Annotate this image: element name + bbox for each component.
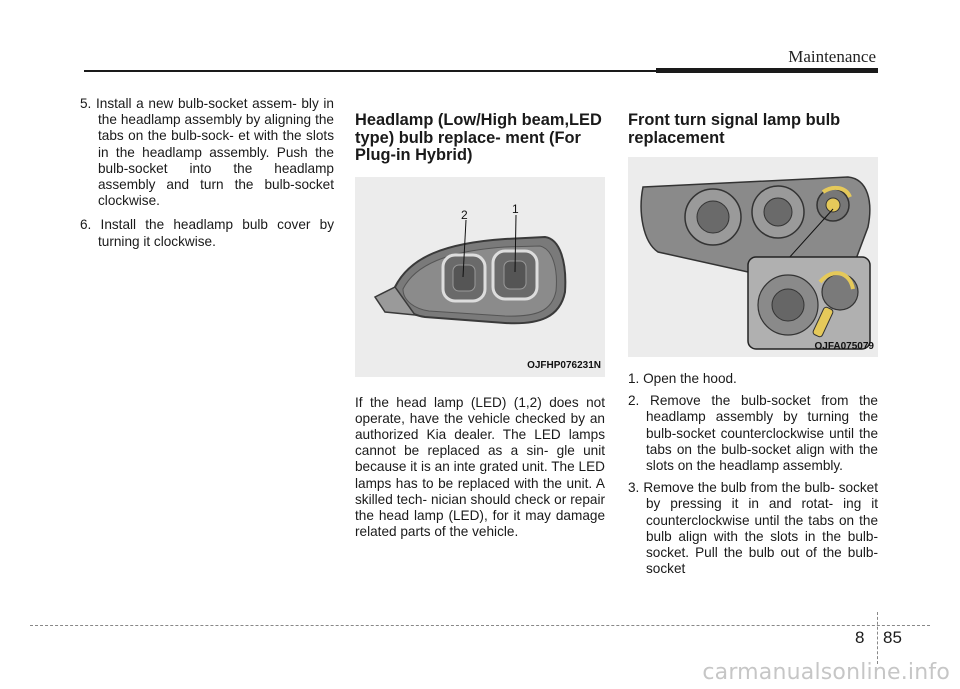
section-number: 8	[855, 628, 865, 647]
page-divider	[877, 612, 878, 664]
footer-rule	[30, 625, 930, 626]
turn-signal-steps	[628, 371, 878, 577]
turn-signal-figure	[628, 157, 878, 357]
header-rule	[84, 70, 656, 72]
turn-signal-heading: Front turn signal lamp bulb replacement	[628, 111, 841, 147]
step-5: 5. Install a new bulb-socket assem- bly in the headlamp assembly by aligning the tabs on the bulb-sock- et with the slots in the headlamp assembly. Push the bulb-socket into the headlamp assembly and turn the bulb-socket clockwise.	[80, 96, 334, 209]
led-headlamp-paragraph: If the head lamp (LED) (1,2) does not operate, have the vehicle checked by an authorized Kia dealer. The LED lamps cannot be replaced as a sin- gle unit because it is an inte grated unit. The LED lamps has to be replaced with the unit. A skilled tech- nician should check or repair the head lamp (LED), for it may damage related parts of the vehicle.	[355, 394, 605, 540]
step-3: 3. Remove the bulb from the bulb- socket by pressing it in and rotat- ing it counterclockwise until the tabs on the bulb align with the slots in the bulb-socket. Pull the bulb out of the bulb-socket	[628, 480, 878, 577]
column-middle	[355, 96, 605, 540]
led-headlamp-figure	[355, 177, 605, 377]
figure-caption: OJFA075079	[814, 340, 874, 352]
figure-caption: OJFHP076231N	[527, 360, 601, 372]
header-rule-thick	[656, 68, 878, 73]
page-number: 85	[883, 628, 902, 647]
page-header-title: Maintenance	[788, 47, 876, 66]
led-headlamp-illustration	[355, 177, 605, 377]
step-2: 2. Remove the bulb-socket from the headlamp assembly by turning the bulb-socket counterclockwise until the tabs on the bulb-socket align with the slots on the headlamp assembly.	[628, 393, 878, 474]
led-headlamp-heading: Headlamp (Low/High beam,LED type) bulb replace- ment (For Plug-in Hybrid)	[355, 111, 602, 164]
turn-signal-illustration	[628, 157, 878, 357]
column-left	[80, 96, 334, 258]
step-1: 1. Open the hood.	[628, 371, 737, 386]
watermark: carmanualsonline.info	[702, 660, 950, 685]
step-6: 6. Install the headlamp bulb cover by turning it clockwise.	[80, 217, 334, 249]
column-right	[628, 96, 878, 585]
callout-label-2: 2	[461, 207, 468, 222]
callout-label-1: 1	[512, 201, 519, 216]
